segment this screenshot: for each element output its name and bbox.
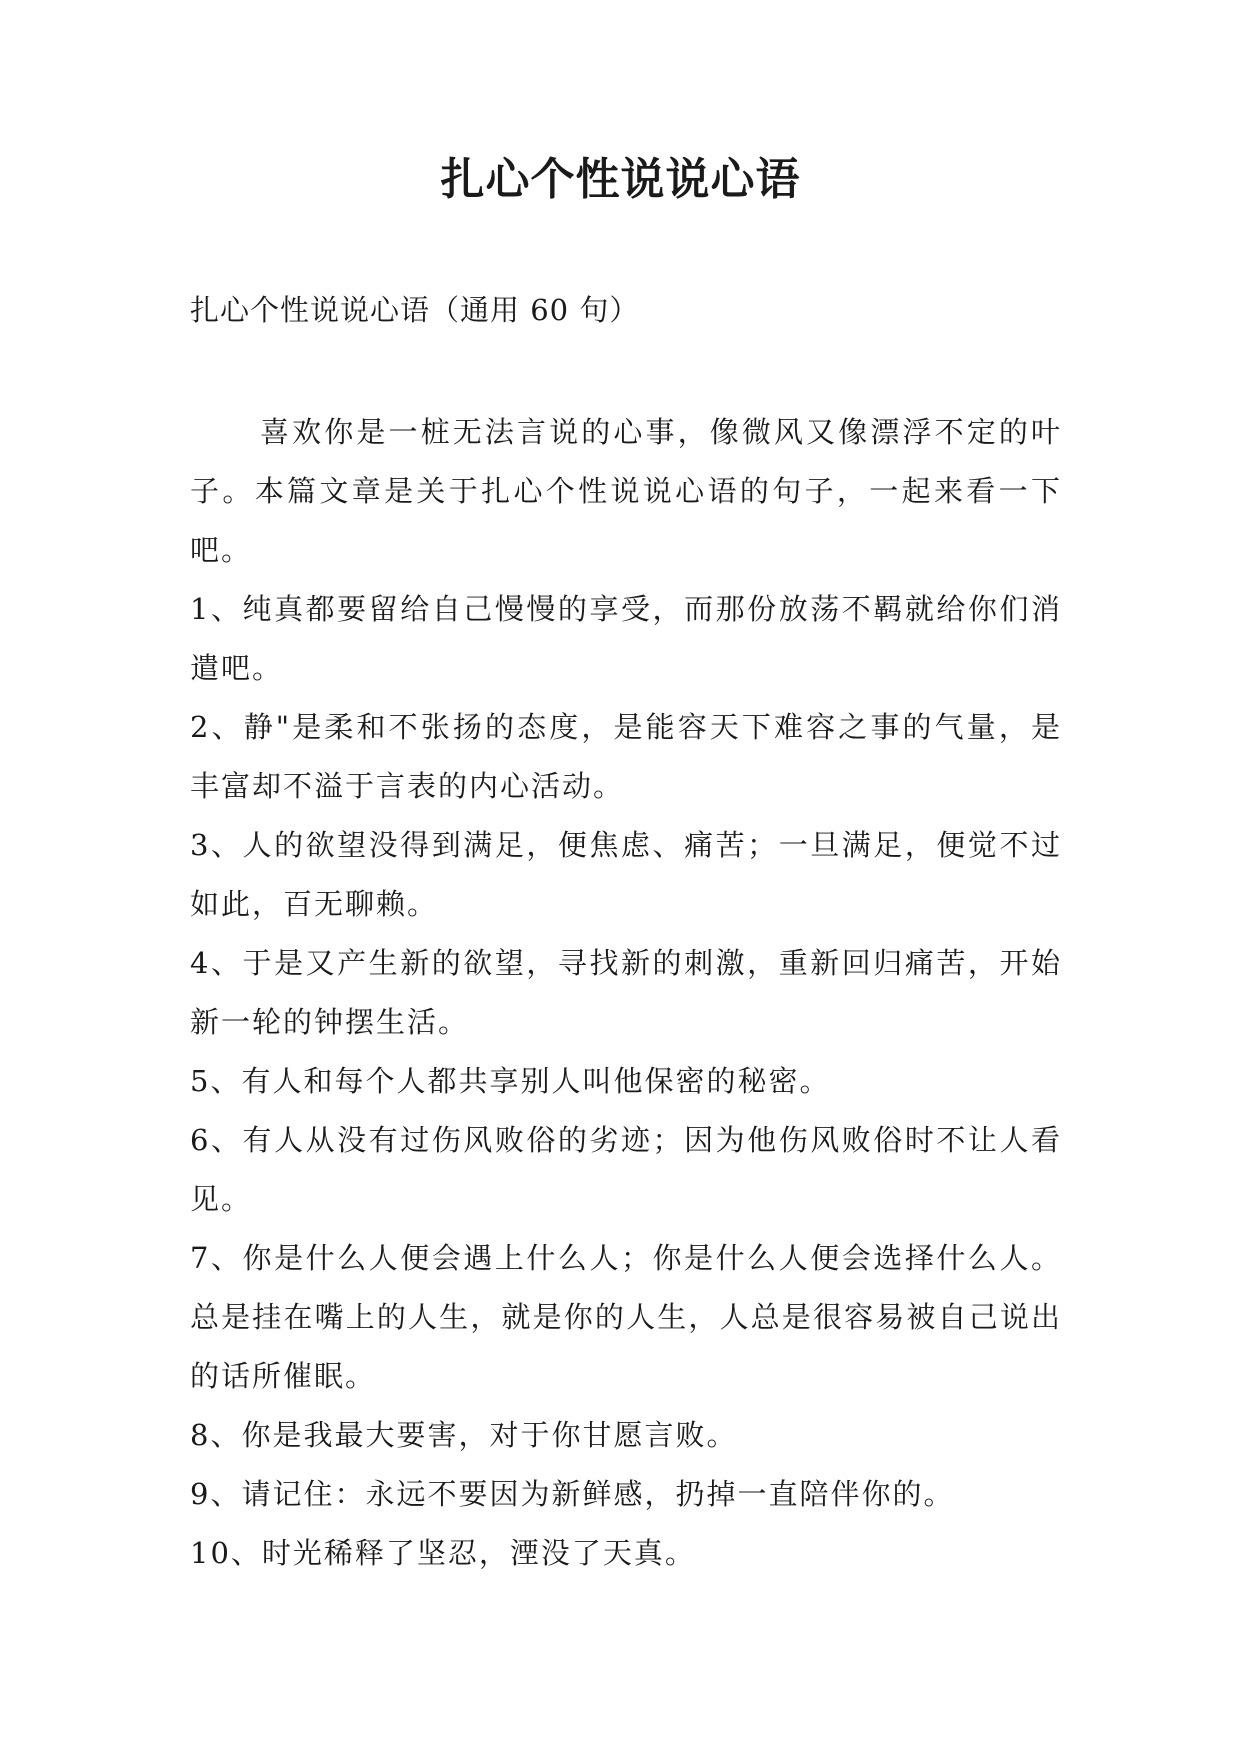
list-item: 10、时光稀释了坚忍，湮没了天真。	[190, 1536, 696, 1570]
list-item: 8、你是我最大要害，对于你甘愿言败。	[190, 1418, 738, 1452]
list-item: 2、静"是柔和不张扬的态度，是能容天下难容之事的气量，是丰富却不溢于言表的内心活动。	[190, 710, 1062, 803]
list-item: 7、你是什么人便会遇上什么人；你是什么人便会选择什么人。总是挂在嘴上的人生，就是你的人生，人总是很容易被自己说出的话所催眠。	[190, 1241, 1062, 1393]
list-item: 3、人的欲望没得到满足，便焦虑、痛苦；一旦满足，便觉不过如此，百无聊赖。	[190, 828, 1062, 921]
document-subtitle: 扎心个性说说心语（通用 60 句）	[190, 293, 640, 327]
document-title: 扎心个性说说心语	[440, 154, 801, 205]
list-item: 9、请记住：永远不要因为新鲜感，扔掉一直陪伴你的。	[190, 1477, 955, 1511]
list-item: 6、有人从没有过伤风败俗的劣迹；因为他伤风败俗时不让人看见。	[190, 1123, 1062, 1216]
list-item: 5、有人和每个人都共享别人叫他保密的秘密。	[190, 1064, 831, 1098]
list-item: 4、于是又产生新的欲望，寻找新的刺激，重新回归痛苦，开始新一轮的钟摆生活。	[190, 946, 1062, 1039]
list-item: 1、纯真都要留给自己慢慢的享受，而那份放荡不羁就给你们消遣吧。	[190, 592, 1062, 685]
intro-paragraph: 喜欢你是一桩无法言说的心事，像微风又像漂浮不定的叶子。本篇文章是关于扎心个性说说心语的句子，一起来看一下吧。	[190, 415, 1062, 567]
document-body	[190, 403, 1062, 1583]
